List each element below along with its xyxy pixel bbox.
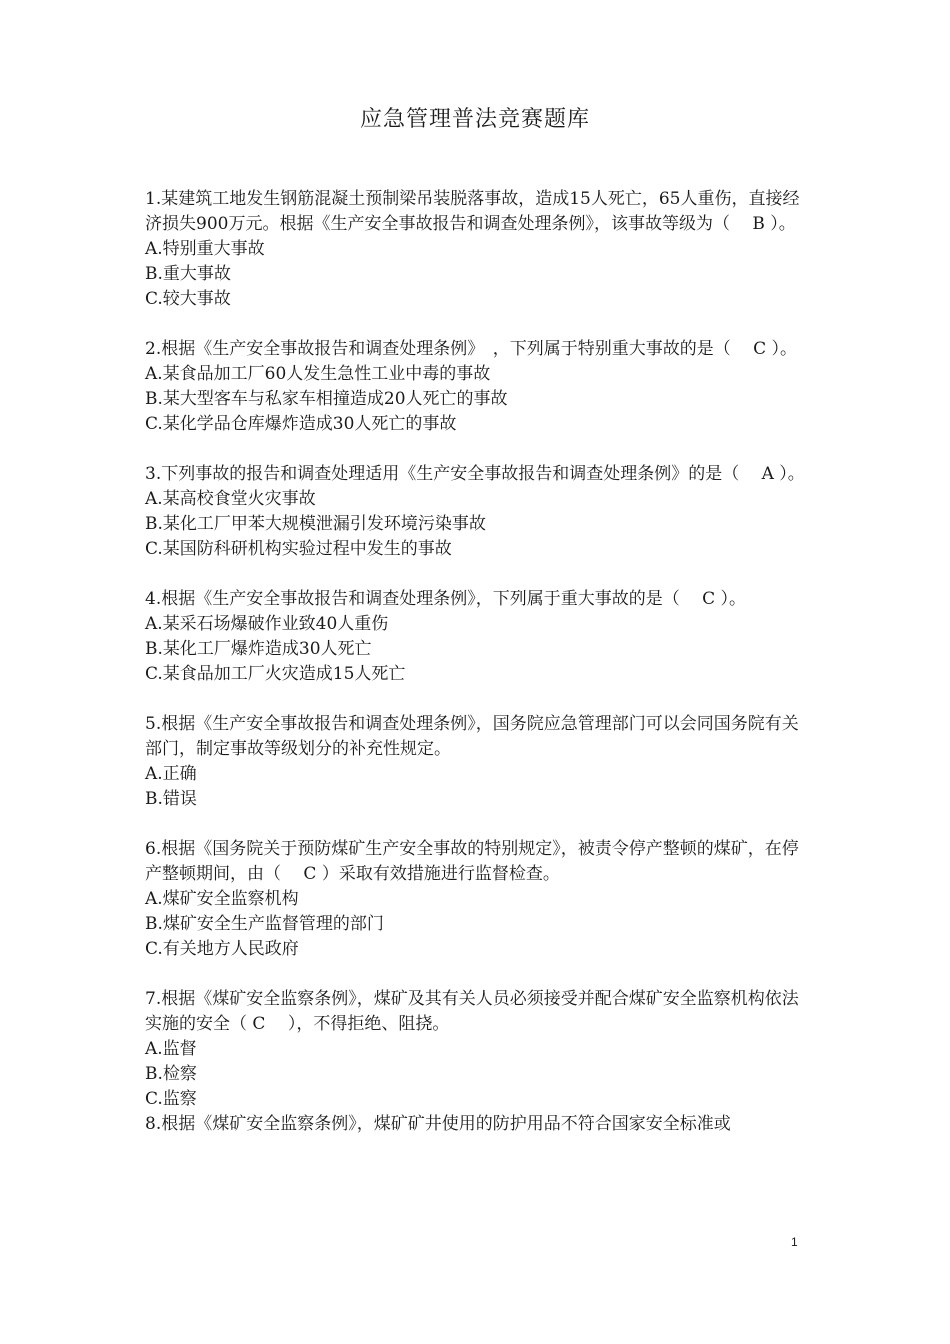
question-item bbox=[145, 837, 810, 962]
question-stem: 8.根据《煤矿安全监察条例》，煤矿矿井使用的防护用品不符合国家安全标准或 bbox=[145, 1114, 731, 1134]
question-option: B.某化工厂爆炸造成30人死亡 bbox=[145, 639, 372, 659]
question-option: B.检察 bbox=[145, 1064, 197, 1084]
question-option: B.某化工厂甲苯大规模泄漏引发环境污染事故 bbox=[145, 514, 486, 534]
question-list bbox=[145, 187, 810, 1137]
page-number: 1 bbox=[791, 1235, 798, 1249]
question-item bbox=[145, 587, 810, 687]
question-option: B.煤矿安全生产监督管理的部门 bbox=[145, 914, 384, 934]
question-option: C.某食品加工厂火灾造成15人死亡 bbox=[145, 664, 406, 684]
question-option: A.特别重大事故 bbox=[145, 239, 265, 259]
question-stem: 7.根据《煤矿安全监察条例》，煤矿及其有关人员必须接受并配合煤矿安全监察机构依法实施的安全（ C ），不得拒绝、阻挠。 bbox=[145, 989, 799, 1034]
question-stem: 2.根据《生产安全事故报告和调查处理条例》 ，下列属于特别重大事故的是（ C ）。 bbox=[145, 339, 798, 359]
question-item bbox=[145, 1112, 810, 1137]
question-item bbox=[145, 337, 810, 437]
question-option: A.某采石场爆破作业致40人重伤 bbox=[145, 614, 389, 634]
question-option: A.煤矿安全监察机构 bbox=[145, 889, 299, 909]
question-option: C.有关地方人民政府 bbox=[145, 939, 299, 959]
question-option: C.某国防科研机构实验过程中发生的事故 bbox=[145, 539, 452, 559]
document-title: 应急管理普法竞赛题库 bbox=[359, 107, 590, 132]
question-option: B.错误 bbox=[145, 789, 197, 809]
question-option: C.监察 bbox=[145, 1089, 197, 1109]
question-item bbox=[145, 712, 810, 812]
question-option: B.某大型客车与私家车相撞造成20人死亡的事故 bbox=[145, 389, 508, 409]
question-option: A.某食品加工厂60人发生急性工业中毒的事故 bbox=[145, 364, 491, 384]
question-option: C.某化学品仓库爆炸造成30人死亡的事故 bbox=[145, 414, 457, 434]
question-item bbox=[145, 462, 810, 562]
question-item bbox=[145, 187, 810, 312]
question-stem: 5.根据《生产安全事故报告和调查处理条例》，国务院应急管理部门可以会同国务院有关部门，制定事故等级划分的补充性规定。 bbox=[145, 714, 799, 759]
question-item bbox=[145, 987, 810, 1112]
question-option: A.正确 bbox=[145, 764, 197, 784]
question-stem: 3.下列事故的报告和调查处理适用《生产安全事故报告和调查处理条例》的是（ A ）。 bbox=[145, 464, 805, 484]
question-option: A.监督 bbox=[145, 1039, 197, 1059]
question-stem: 1.某建筑工地发生钢筋混凝土预制梁吊装脱落事故，造成15人死亡，65人重伤，直接经济损失900万元。根据《生产安全事故报告和调查处理条例》，该事故等级为（ B ）。 bbox=[145, 189, 800, 234]
question-stem: 6.根据《国务院关于预防煤矿生产安全事故的特别规定》，被责令停产整顿的煤矿，在停产整顿期间，由（ C ）采取有效措施进行监督检查。 bbox=[145, 839, 799, 884]
question-stem: 4.根据《生产安全事故报告和调查处理条例》，下列属于重大事故的是（ C ）。 bbox=[145, 589, 747, 609]
question-option: B.重大事故 bbox=[145, 264, 231, 284]
question-option: C.较大事故 bbox=[145, 289, 231, 309]
question-option: A.某高校食堂火灾事故 bbox=[145, 489, 316, 509]
